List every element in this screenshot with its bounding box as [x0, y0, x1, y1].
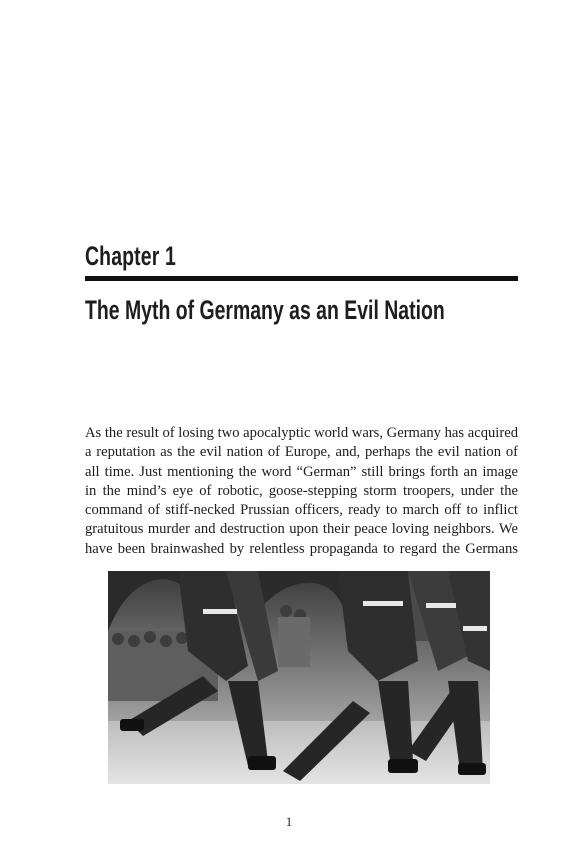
chapter-divider [85, 276, 518, 281]
body-line: As the result of losing two apocalyptic world wars, Germany has acquired [85, 425, 518, 441]
body-line: a reputation as the evil nation of Europe, and, perhaps the evil nation of [85, 444, 518, 461]
body-line: command of stiff-necked Prussian officers, ready to march off to inflict [85, 502, 518, 519]
body-line: all time. Just mentioning the word “German” still brings forth an image [85, 463, 518, 480]
chapter-label: Chapter 1 [85, 241, 176, 271]
body-line: have been brainwashed by relentless propaganda to regard the Germans [85, 540, 518, 557]
marching-soldiers-photo [108, 571, 490, 784]
body-line: in the mind’s eye of robotic, goose-stepping storm troopers, under the [85, 482, 518, 499]
body-paragraph [85, 424, 518, 559]
chapter-title: The Myth of Germany as an Evil Nation [85, 295, 445, 325]
page-number: 1 [285, 814, 293, 829]
body-line: gratuitous murder and destruction upon their peace loving neighbors. We [85, 521, 518, 538]
